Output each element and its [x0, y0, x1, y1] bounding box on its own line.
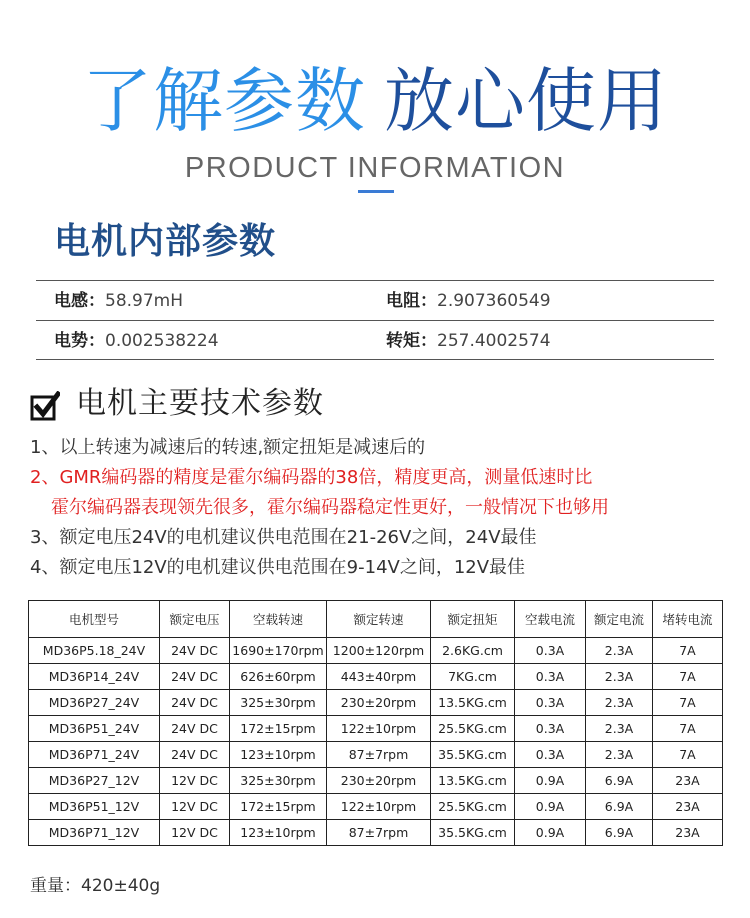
- cell-rated-torque: 2.6KG.cm: [431, 638, 515, 664]
- inductance-value: 58.97mH: [105, 291, 184, 311]
- header-no-load-speed: 空载转速: [230, 601, 327, 638]
- cell-rated-current: 6.9A: [586, 794, 653, 820]
- cell-no-load-current: 0.3A: [515, 716, 586, 742]
- cell-rated-voltage: 12V DC: [160, 820, 230, 846]
- cell-no-load-speed: 123±10rpm: [230, 742, 327, 768]
- cell-no-load-speed: 1690±170rpm: [230, 638, 327, 664]
- cell-stall-current: 7A: [653, 716, 723, 742]
- weight-label: 重量：: [30, 876, 81, 896]
- cell-model: MD36P27_12V: [29, 768, 160, 794]
- cell-stall-current: 7A: [653, 742, 723, 768]
- cell-no-load-speed: 172±15rpm: [230, 794, 327, 820]
- emf-label: 电势：: [54, 331, 105, 351]
- cell-rated-torque: 35.5KG.cm: [431, 742, 515, 768]
- torque-label: 转矩：: [386, 331, 437, 351]
- cell-rated-speed: 87±7rpm: [327, 820, 431, 846]
- table-row: [29, 638, 723, 664]
- cell-model: MD36P14_24V: [29, 664, 160, 690]
- note-2-continued: 霍尔编码器表现领先很多，霍尔编码器稳定性更好，一般情况下也够用: [51, 497, 609, 518]
- note-4: 4、额定电压12V的电机建议供电范围在9-14V之间，12V最佳: [30, 557, 526, 578]
- cell-no-load-speed: 172±15rpm: [230, 716, 327, 742]
- cell-no-load-speed: 325±30rpm: [230, 768, 327, 794]
- inductance-param: [54, 289, 183, 313]
- cell-rated-torque: 13.5KG.cm: [431, 690, 515, 716]
- cell-rated-speed: 122±10rpm: [327, 794, 431, 820]
- cell-model: MD36P51_12V: [29, 794, 160, 820]
- header-rated-current: 额定电流: [586, 601, 653, 638]
- resistance-param: [386, 289, 551, 313]
- cell-no-load-speed: 626±60rpm: [230, 664, 327, 690]
- cell-stall-current: 7A: [653, 664, 723, 690]
- cell-model: MD36P71_24V: [29, 742, 160, 768]
- torque-value: 257.4002574: [437, 331, 551, 351]
- cell-rated-voltage: 24V DC: [160, 638, 230, 664]
- cell-stall-current: 23A: [653, 768, 723, 794]
- internal-params-title: 电机内部参数: [54, 221, 277, 262]
- cell-rated-speed: 122±10rpm: [327, 716, 431, 742]
- spec-table: [28, 600, 723, 846]
- cell-rated-torque: 25.5KG.cm: [431, 794, 515, 820]
- table-row: [29, 716, 723, 742]
- checkbox-checked-icon: [30, 391, 60, 421]
- cell-no-load-current: 0.3A: [515, 742, 586, 768]
- subtitle-underline: [358, 190, 394, 193]
- cell-rated-speed: 230±20rpm: [327, 690, 431, 716]
- inductance-label: 电感：: [54, 291, 105, 311]
- torque-param: [386, 329, 551, 353]
- cell-rated-torque: 13.5KG.cm: [431, 768, 515, 794]
- resistance-value: 2.907360549: [437, 291, 551, 311]
- tech-params-title: 电机主要技术参数: [76, 386, 324, 421]
- header-model: 电机型号: [29, 601, 160, 638]
- note-3: 3、额定电压24V的电机建议供电范围在21-26V之间，24V最佳: [30, 527, 537, 548]
- cell-no-load-current: 0.3A: [515, 690, 586, 716]
- cell-rated-speed: 1200±120rpm: [327, 638, 431, 664]
- headline-dark: 放心使用: [384, 60, 668, 142]
- cell-no-load-speed: 123±10rpm: [230, 820, 327, 846]
- cell-no-load-speed: 325±30rpm: [230, 690, 327, 716]
- headline: [0, 60, 750, 142]
- subtitle: PRODUCT INFORMATION: [184, 152, 566, 184]
- cell-rated-torque: 35.5KG.cm: [431, 820, 515, 846]
- header-rated-speed: 额定转速: [327, 601, 431, 638]
- cell-rated-torque: 7KG.cm: [431, 664, 515, 690]
- cell-no-load-current: 0.9A: [515, 820, 586, 846]
- cell-rated-voltage: 12V DC: [160, 794, 230, 820]
- header-rated-voltage: 额定电压: [160, 601, 230, 638]
- table-row: [29, 794, 723, 820]
- table-row: [29, 690, 723, 716]
- table-row: [29, 768, 723, 794]
- cell-model: MD36P27_24V: [29, 690, 160, 716]
- header-rated-torque: 额定扭矩: [431, 601, 515, 638]
- cell-rated-voltage: 24V DC: [160, 742, 230, 768]
- cell-no-load-current: 0.3A: [515, 638, 586, 664]
- cell-rated-speed: 230±20rpm: [327, 768, 431, 794]
- cell-rated-current: 6.9A: [586, 820, 653, 846]
- divider-top: [36, 280, 714, 281]
- divider-bottom: [36, 359, 714, 360]
- cell-stall-current: 23A: [653, 794, 723, 820]
- cell-model: MD36P71_12V: [29, 820, 160, 846]
- cell-rated-torque: 25.5KG.cm: [431, 716, 515, 742]
- divider-middle: [36, 320, 714, 321]
- cell-rated-current: 2.3A: [586, 638, 653, 664]
- cell-rated-current: 6.9A: [586, 768, 653, 794]
- note-1: 1、以上转速为减速后的转速,额定扭矩是减速后的: [30, 437, 426, 458]
- cell-rated-voltage: 24V DC: [160, 716, 230, 742]
- cell-rated-speed: 87±7rpm: [327, 742, 431, 768]
- cell-stall-current: 7A: [653, 690, 723, 716]
- cell-no-load-current: 0.9A: [515, 768, 586, 794]
- cell-rated-voltage: 24V DC: [160, 690, 230, 716]
- cell-rated-current: 2.3A: [586, 716, 653, 742]
- table-row: [29, 820, 723, 846]
- resistance-label: 电阻：: [386, 291, 437, 311]
- cell-no-load-current: 0.9A: [515, 794, 586, 820]
- emf-param: [54, 329, 219, 353]
- cell-rated-current: 2.3A: [586, 664, 653, 690]
- cell-stall-current: 7A: [653, 638, 723, 664]
- header-stall-current: 堵转电流: [653, 601, 723, 638]
- emf-value: 0.002538224: [105, 331, 219, 351]
- table-row: [29, 664, 723, 690]
- cell-rated-voltage: 24V DC: [160, 664, 230, 690]
- table-header-row: [29, 601, 723, 638]
- weight-value: 420±40g: [81, 876, 161, 896]
- cell-rated-current: 2.3A: [586, 690, 653, 716]
- table-row: [29, 742, 723, 768]
- header-no-load-current: 空载电流: [515, 601, 586, 638]
- cell-model: MD36P5.18_24V: [29, 638, 160, 664]
- cell-no-load-current: 0.3A: [515, 664, 586, 690]
- cell-stall-current: 23A: [653, 820, 723, 846]
- note-2: 2、GMR编码器的精度是霍尔编码器的38倍，精度更高，测量低速时比: [30, 467, 593, 488]
- cell-model: MD36P51_24V: [29, 716, 160, 742]
- cell-rated-current: 2.3A: [586, 742, 653, 768]
- cell-rated-voltage: 12V DC: [160, 768, 230, 794]
- headline-light: 了解参数: [82, 60, 366, 142]
- weight-info: [30, 874, 160, 898]
- cell-rated-speed: 443±40rpm: [327, 664, 431, 690]
